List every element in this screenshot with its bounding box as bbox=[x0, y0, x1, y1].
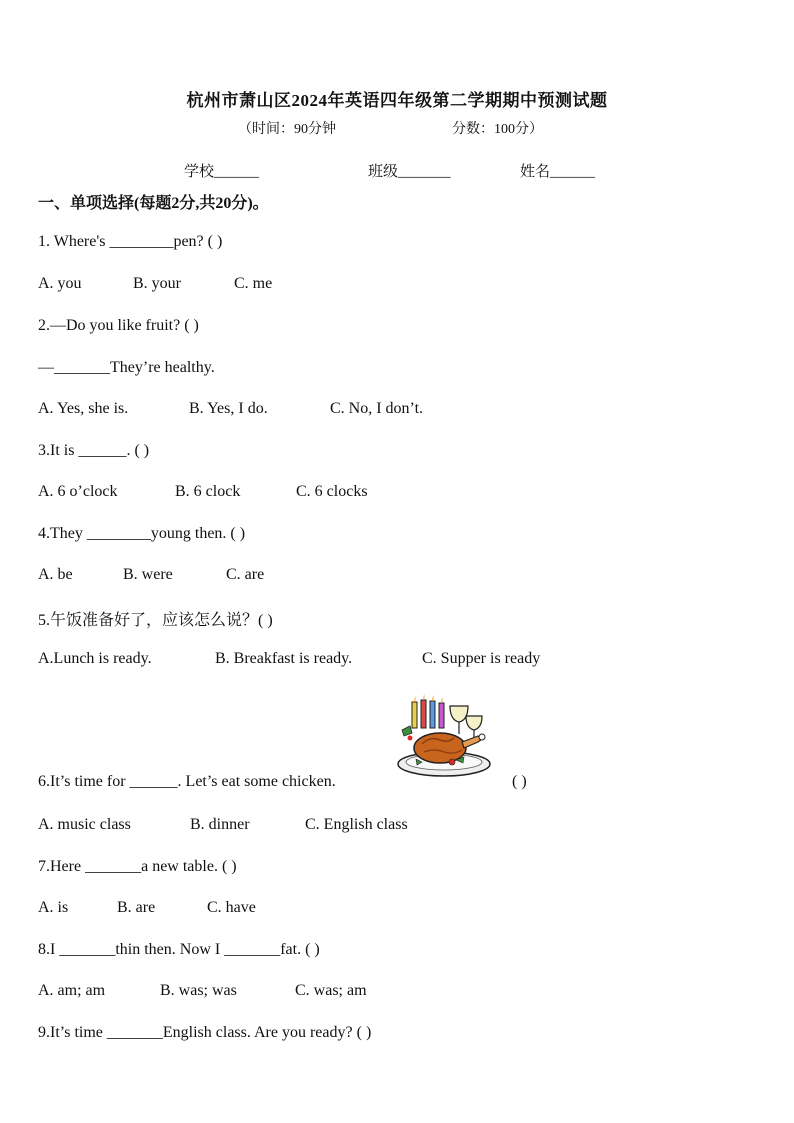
q8-option-b: B. was; was bbox=[160, 982, 237, 999]
q8-option-a: A. am; am bbox=[38, 982, 106, 999]
page-title: 杭州市萧山区2024年英语四年级第二学期期中预测试题 bbox=[186, 91, 608, 110]
exam-time: （时间：90分钟 bbox=[238, 122, 336, 137]
q5-option-c: C. Supper is ready bbox=[422, 650, 541, 667]
q2-option-a: A. Yes, she is. bbox=[38, 400, 129, 417]
q8-option-c: C. was; am bbox=[295, 982, 367, 999]
q7-option-b: B. are bbox=[117, 899, 156, 916]
q5-option-a: A.Lunch is ready. bbox=[38, 650, 152, 667]
q6-option-b: B. dinner bbox=[190, 816, 250, 833]
q4-option-a: A. be bbox=[38, 566, 73, 583]
q3-option-c: C. 6 clocks bbox=[296, 483, 368, 500]
q5-option-b: B. Breakfast is ready. bbox=[215, 650, 353, 667]
q6-option-c: C. English class bbox=[305, 816, 408, 833]
q6-option-a: A. music class bbox=[38, 816, 131, 833]
school-field: 学校______ bbox=[184, 164, 260, 180]
question-3: 3.It is ______. ( ) bbox=[38, 442, 150, 459]
q1-option-a: A. you bbox=[38, 275, 82, 292]
q7-option-a: A. is bbox=[38, 899, 69, 916]
roast-chicken-image bbox=[394, 694, 494, 780]
question-7: 7.Here _______a new table. ( ) bbox=[38, 858, 237, 875]
question-6: 6.It’s time for ______. Let’s eat some chicken. bbox=[38, 773, 336, 790]
name-field: 姓名______ bbox=[520, 164, 596, 180]
q4-option-b: B. were bbox=[123, 566, 173, 583]
question-9: 9.It’s time _______English class. Are you ready? ( ) bbox=[38, 1024, 372, 1041]
q1-option-c: C. me bbox=[234, 275, 273, 292]
q6-answer-paren: ( ) bbox=[512, 773, 527, 790]
question-1: 1. Where's ________pen? ( ) bbox=[38, 233, 223, 250]
class-field: 班级_______ bbox=[368, 164, 451, 180]
q2-option-c: C. No, I don’t. bbox=[330, 400, 424, 417]
question-4: 4.They ________young then. ( ) bbox=[38, 525, 246, 542]
exam-score: 分数：100分） bbox=[452, 122, 543, 137]
q2-option-b: B. Yes, I do. bbox=[189, 400, 268, 417]
q4-option-c: C. are bbox=[226, 566, 265, 583]
q7-option-c: C. have bbox=[207, 899, 256, 916]
q3-option-b: B. 6 clock bbox=[175, 483, 241, 500]
question-5: 5.午饭准备好了，应该怎么说？( ) bbox=[38, 612, 273, 629]
question-2: 2.—Do you like fruit? ( ) bbox=[38, 317, 199, 334]
q1-option-b: B. your bbox=[133, 275, 181, 292]
q3-option-a: A. 6 o’clock bbox=[38, 483, 118, 500]
section-heading: 一、单项选择(每题2分,共20分)。 bbox=[38, 195, 269, 212]
question-8: 8.I _______thin then. Now I _______fat. ( ) bbox=[38, 941, 320, 958]
question-2-reply: —_______They’re healthy. bbox=[38, 359, 215, 376]
